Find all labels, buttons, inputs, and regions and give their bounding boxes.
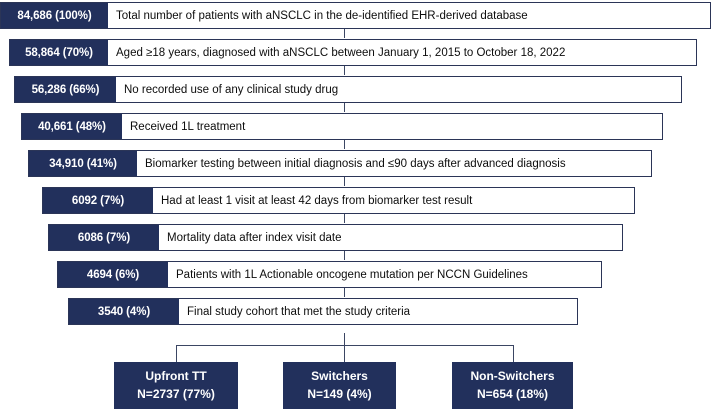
connector-spine-6 xyxy=(344,214,345,223)
count-chip: 58,864 (70%) xyxy=(10,40,108,65)
connector-spine-8 xyxy=(344,288,345,297)
criterion-label: Total number of patients with aNSCLC in the de-identified EHR-derived database xyxy=(108,3,710,28)
branch-drop-middle xyxy=(344,345,345,363)
criterion-label: Final study cohort that met the study criteria xyxy=(179,299,577,324)
flow-row xyxy=(9,39,697,66)
criterion-label: No recorded use of any clinical study drug xyxy=(116,77,681,102)
count-chip: 84,686 (100%) xyxy=(1,3,108,28)
flow-row xyxy=(48,224,623,251)
criterion-label: Received 1L treatment xyxy=(122,114,662,139)
count-chip: 34,910 (41%) xyxy=(29,151,137,176)
group-title: Non-Switchers xyxy=(470,369,555,384)
connector-spine-7 xyxy=(344,251,345,260)
flow-row xyxy=(42,187,635,214)
group-box-non-switchers xyxy=(452,362,573,409)
connector-spine-1 xyxy=(344,29,345,38)
group-box-switchers xyxy=(283,362,396,409)
count-chip: 4694 (6%) xyxy=(58,262,168,287)
flow-row xyxy=(57,261,602,288)
count-chip: 6092 (7%) xyxy=(43,188,153,213)
count-chip: 3540 (4%) xyxy=(69,299,179,324)
group-count: N=2737 (77%) xyxy=(137,386,215,401)
flow-row xyxy=(68,298,578,325)
criterion-label: Patients with 1L Actionable oncogene mutation per NCCN Guidelines xyxy=(168,262,601,287)
connector-spine-4 xyxy=(344,140,345,149)
flow-row xyxy=(0,2,711,29)
group-title: Upfront TT xyxy=(145,369,207,384)
branch-drop-left xyxy=(176,345,177,363)
count-chip: 6086 (7%) xyxy=(49,225,159,250)
count-chip: 40,661 (48%) xyxy=(22,114,122,139)
count-chip: 56,286 (66%) xyxy=(15,77,116,102)
criterion-label: Had at least 1 visit at least 42 days from biomarker test result xyxy=(153,188,634,213)
criterion-label: Biomarker testing between initial diagnosis and ≤90 days after advanced diagnosis xyxy=(137,151,651,176)
group-box-upfront-tt xyxy=(114,362,238,409)
connector-spine-2 xyxy=(344,66,345,75)
criterion-label: Aged ≥18 years, diagnosed with aNSCLC between January 1, 2015 to October 18, 2022 xyxy=(108,40,696,65)
group-count: N=149 (4%) xyxy=(307,386,372,401)
flow-row xyxy=(28,150,652,177)
branch-drop-right xyxy=(513,345,514,363)
connector-spine-9 xyxy=(344,333,345,345)
criterion-label: Mortality data after index visit date xyxy=(159,225,622,250)
flow-row xyxy=(14,76,682,103)
group-title: Switchers xyxy=(311,369,368,384)
connector-spine-3 xyxy=(344,103,345,112)
group-count: N=654 (18%) xyxy=(476,386,549,401)
branch-horizontal-connector xyxy=(176,345,514,346)
connector-spine-5 xyxy=(344,177,345,186)
flow-row xyxy=(21,113,663,140)
